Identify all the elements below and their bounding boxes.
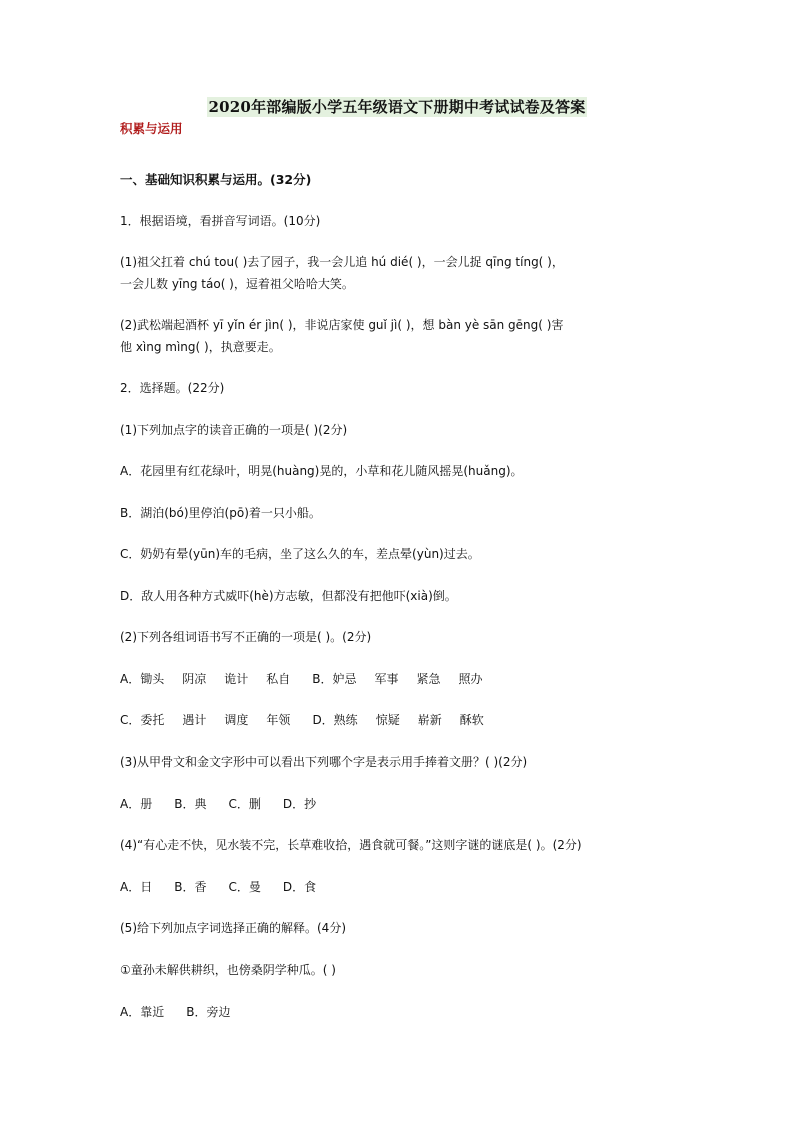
word: C．委托 [120, 713, 165, 727]
question-2-stem: 2．选择题。(22分) [120, 381, 225, 395]
option: B．香 [174, 880, 207, 894]
word: 军事 [374, 672, 399, 686]
word: 遇计 [182, 713, 207, 727]
document-title: 2020年部编版小学五年级语文下册期中考试试卷及答案 [208, 98, 586, 116]
option: A．日 [120, 880, 153, 894]
option: C．删 [228, 797, 261, 811]
question-2-2-options-ab [120, 671, 501, 687]
question-2-1-option-a: A．花园里有红花绿叶，明晃(huàng)晃的，小草和花儿随风摇晃(huǎng)。 [120, 464, 523, 478]
word: 酥软 [459, 713, 484, 727]
word: D．熟练 [312, 713, 358, 727]
question-2-2-stem: (2)下列各组词语书写不正确的一项是( )。(2分) [120, 630, 372, 644]
question-2-1-option-d: D．敌人用各种方式威吓(hè)方志敏，但都没有把他吓(xià)倒。 [120, 589, 457, 603]
question-2-5-item-1: ①童孙未解供耕织，也傍桑阴学种瓜。( ) [120, 963, 336, 977]
word: 紧急 [416, 672, 441, 686]
word: 照办 [458, 672, 483, 686]
option: B．旁边 [186, 1005, 231, 1019]
option: C．曼 [228, 880, 261, 894]
word: 惊疑 [375, 713, 400, 727]
word: 诡计 [224, 672, 249, 686]
question-1-stem: 1．根据语境，看拼音写词语。(10分) [120, 214, 321, 228]
option: B．典 [174, 797, 207, 811]
section-heading: 一、基础知识积累与运用。(32分) [120, 172, 312, 187]
question-2-3-options [120, 796, 334, 812]
word: A．锄头 [120, 672, 165, 686]
question-1-part-1-line-1: (1)祖父扛着 chú tou( )去了园子，我一会儿追 hú dié( )，一会儿捉 qīng tíng( )， [120, 255, 564, 269]
question-2-3-stem: (3)从甲骨文和金文字形中可以看出下列哪个字是表示用手捧着文册？( )(2分) [120, 755, 528, 769]
option: A．册 [120, 797, 153, 811]
question-2-1-option-c: C．奶奶有晕(yūn)车的毛病，坐了这么久的车，差点晕(yùn)过去。 [120, 547, 480, 561]
option: D．抄 [282, 797, 317, 811]
word: B．妒忌 [312, 672, 357, 686]
question-1-part-2-line-2: 他 xìng mìng( )，执意要走。 [120, 340, 281, 354]
question-2-5-stem: (5)给下列加点字词选择正确的解释。(4分) [120, 921, 346, 935]
question-1-part-1-line-2: 一会儿数 yīng táo( )，逗着祖父哈哈大笑。 [120, 277, 354, 291]
question-2-2-options-cd [120, 712, 502, 728]
option: D．食 [282, 880, 317, 894]
word: 年领 [266, 713, 291, 727]
question-1-part-2-line-1: (2)武松端起酒杯 yī yǐn ér jìn( )，非说店家使 guǐ jì( )，想 bàn yè sān gēng( )害 [120, 318, 564, 332]
question-2-5-options [120, 1004, 248, 1020]
document-subtitle: 积累与运用 [120, 121, 183, 136]
word: 阴凉 [182, 672, 207, 686]
question-2-1-stem: (1)下列加点字的读音正确的一项是( )(2分) [120, 423, 348, 437]
word: 私自 [266, 672, 291, 686]
question-2-4-stem: (4)“有心走不快，见水装不完，长草难收拾，遇食就可餐。”这则字谜的谜底是( )。(2分) [120, 838, 582, 852]
question-2-1-option-b: B．湖泊(bó)里停泊(pō)着一只小船。 [120, 506, 321, 520]
word: 崭新 [417, 713, 442, 727]
word: 调度 [224, 713, 249, 727]
option: A．靠近 [120, 1005, 165, 1019]
question-2-4-options [120, 879, 334, 895]
